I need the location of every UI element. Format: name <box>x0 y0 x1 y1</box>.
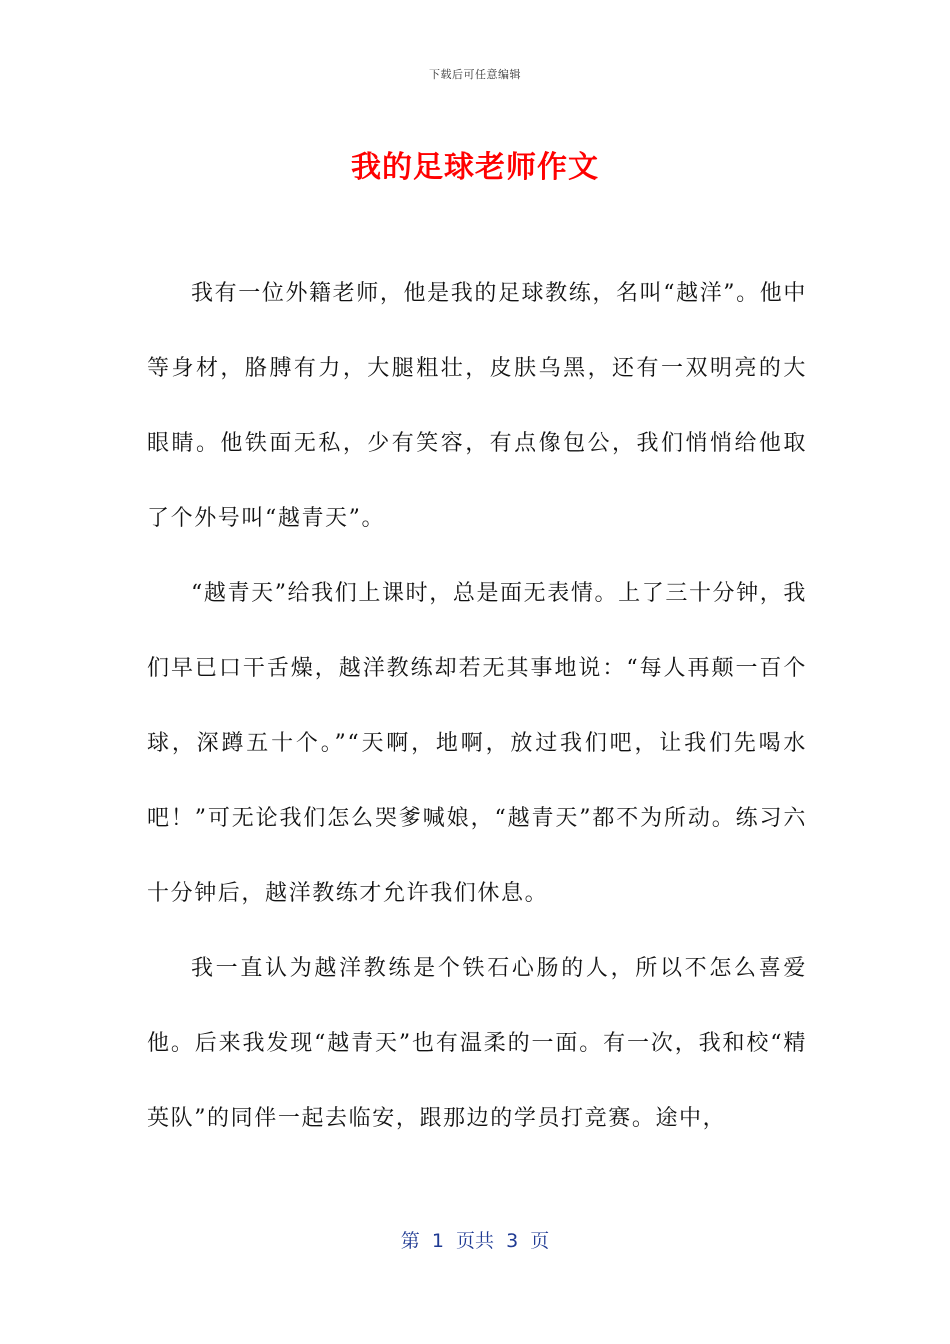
paragraph-2: “越青天”给我们上课时，总是面无表情。上了三十分钟，我们早已口干舌燥，越洋教练却若无其事地说：“每人再颠一百个球，深蹲五十个。”“天啊，地啊，放过我们吧，让我们先喝水吧！”可无论我们怎么哭爹喊娘，“越青天”都不为所动。练习六十分钟后，越洋教练才允许我们休息。 <box>147 581 807 906</box>
paragraph-1: 我有一位外籍老师，他是我的足球教练，名叫“越洋”。他中等身材，胳膊有力，大腿粗壮，皮肤乌黑，还有一双明亮的大眼睛。他铁面无私，少有笑容，有点像包公，我们悄悄给他取了个外号叫“越青天”。 <box>147 281 807 531</box>
document-title: 我的足球老师作文 <box>351 150 599 185</box>
header-note: 下载后可任意编辑 <box>429 68 521 81</box>
document-body <box>147 256 807 1156</box>
paragraph-3: 我一直认为越洋教练是个铁石心肠的人，所以不怎么喜爱他。后来我发现“越青天”也有温柔的一面。有一次，我和校“精英队”的同伴一起去临安，跟那边的学员打竞赛。途中， <box>147 956 807 1131</box>
page-number-footer: 第 1 页共 3 页 <box>400 1230 550 1252</box>
